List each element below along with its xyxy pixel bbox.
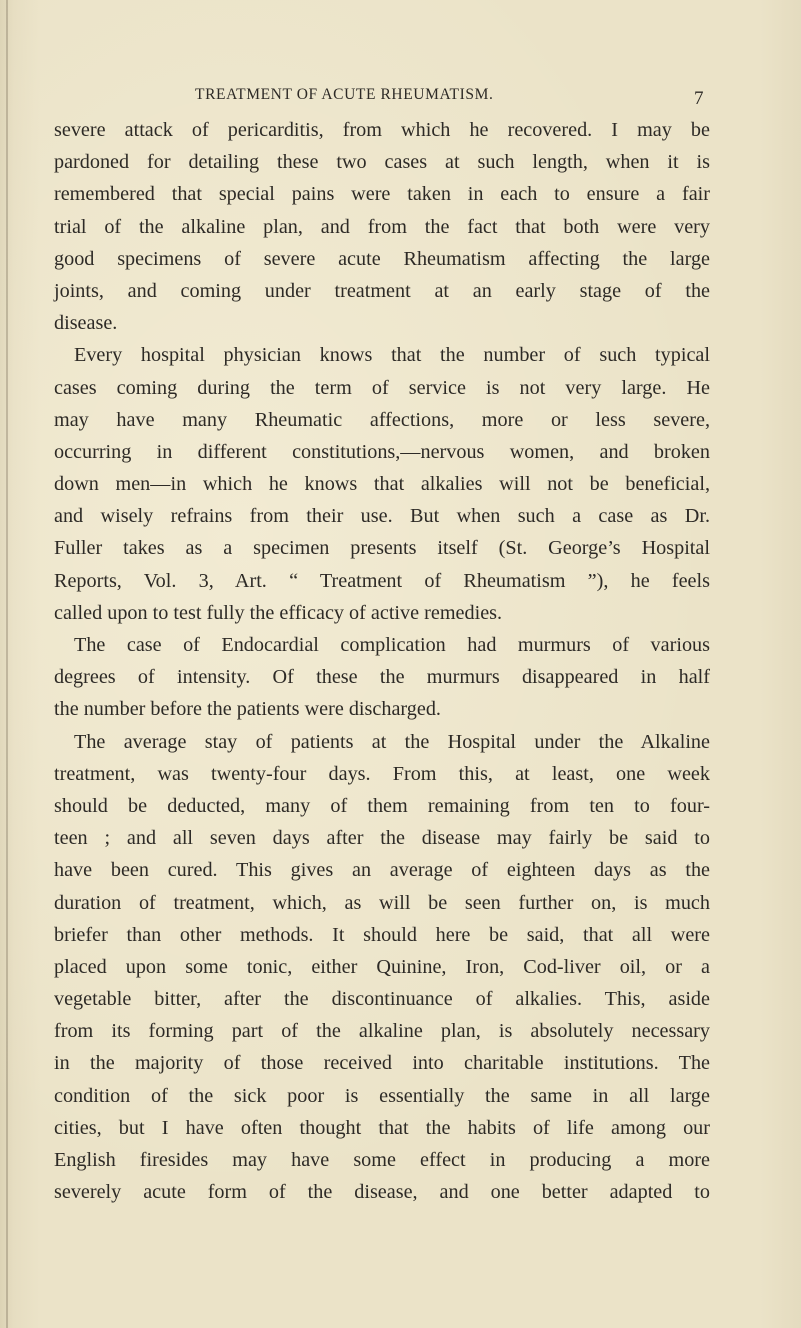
text-line: the number before the patients were discharged. bbox=[54, 698, 441, 721]
text-line: in the majority of those received into charitable institutions. The bbox=[54, 1052, 710, 1075]
text-line: occurring in different constitutions,—nervous women, and broken bbox=[54, 440, 710, 463]
text-line: and wisely refrains from their use. But when such a case as Dr. bbox=[54, 505, 710, 528]
text-line: English firesides may have some effect in producing a more bbox=[54, 1149, 710, 1171]
text-line: remembered that special pains were taken in each to ensure a fair bbox=[54, 183, 710, 206]
text-line: good specimens of severe acute Rheumatism affecting the large bbox=[54, 247, 710, 270]
text-line: treatment, was twenty-four days. From this, at least, one week bbox=[54, 762, 710, 785]
text-line: cases coming during the term of service is not very large. He bbox=[54, 376, 710, 399]
body-text bbox=[54, 114, 710, 1208]
paragraph-4 bbox=[54, 726, 710, 1209]
text-line: severely acute form of the disease, and one better adapted to bbox=[54, 1181, 710, 1204]
text-line: duration of treatment, which, as will be seen further on, is much bbox=[54, 891, 710, 914]
running-title: TREATMENT OF ACUTE RHEUMATISM. bbox=[195, 86, 494, 103]
page-number: 7 bbox=[694, 88, 704, 109]
text-line: briefer than other methods. It should here be said, that all were bbox=[54, 923, 710, 946]
text-line: called upon to test fully the efficacy of active remedies. bbox=[54, 601, 503, 624]
text-line: Every hospital physician knows that the number of such typical bbox=[74, 344, 710, 367]
text-line: should be deducted, many of them remaining from ten to four- bbox=[54, 794, 710, 817]
text-line: Reports, Vol. 3, Art. “ Treatment of Rheumatism ”), he feels bbox=[54, 569, 710, 592]
text-line: degrees of intensity. Of these the murmurs disappeared in half bbox=[54, 666, 710, 689]
text-line: joints, and coming under treatment at an early stage of the bbox=[54, 279, 710, 302]
text-line: from its forming part of the alkaline plan, is absolutely necessary bbox=[54, 1020, 710, 1043]
text-line: severe attack of pericarditis, from which he recovered. I may be bbox=[54, 119, 710, 141]
text-line: vegetable bitter, after the discontinuance of alkalies. This, aside bbox=[54, 988, 710, 1011]
text-line: have been cured. This gives an average of eighteen days as the bbox=[54, 859, 710, 882]
text-line: pardoned for detailing these two cases at such length, when it is bbox=[54, 151, 710, 174]
text-line: cities, but I have often thought that the habits of life among our bbox=[54, 1116, 710, 1139]
running-head bbox=[0, 86, 801, 110]
text-line: down men—in which he knows that alkalies will not be beneficial, bbox=[54, 473, 710, 496]
text-line: teen ; and all seven days after the disease may fairly be said to bbox=[54, 827, 710, 850]
text-line: placed upon some tonic, either Quinine, Iron, Cod-liver oil, or a bbox=[54, 955, 710, 978]
gutter-edge bbox=[6, 0, 8, 1328]
text-line: trial of the alkaline plan, and from the fact that both were very bbox=[54, 215, 710, 238]
paragraph-1 bbox=[54, 114, 710, 339]
text-line: condition of the sick poor is essentially the same in all large bbox=[54, 1084, 710, 1107]
paragraph-2 bbox=[54, 339, 710, 629]
text-line: Fuller takes as a specimen presents itself (St. George’s Hospital bbox=[54, 537, 710, 560]
text-line: disease. bbox=[54, 312, 118, 335]
text-line: may have many Rheumatic affections, more or less severe, bbox=[54, 408, 710, 431]
text-line: The average stay of patients at the Hospital under the Alkaline bbox=[74, 730, 710, 753]
paragraph-3 bbox=[54, 629, 710, 726]
text-line: The case of Endocardial complication had murmurs of various bbox=[74, 634, 710, 656]
